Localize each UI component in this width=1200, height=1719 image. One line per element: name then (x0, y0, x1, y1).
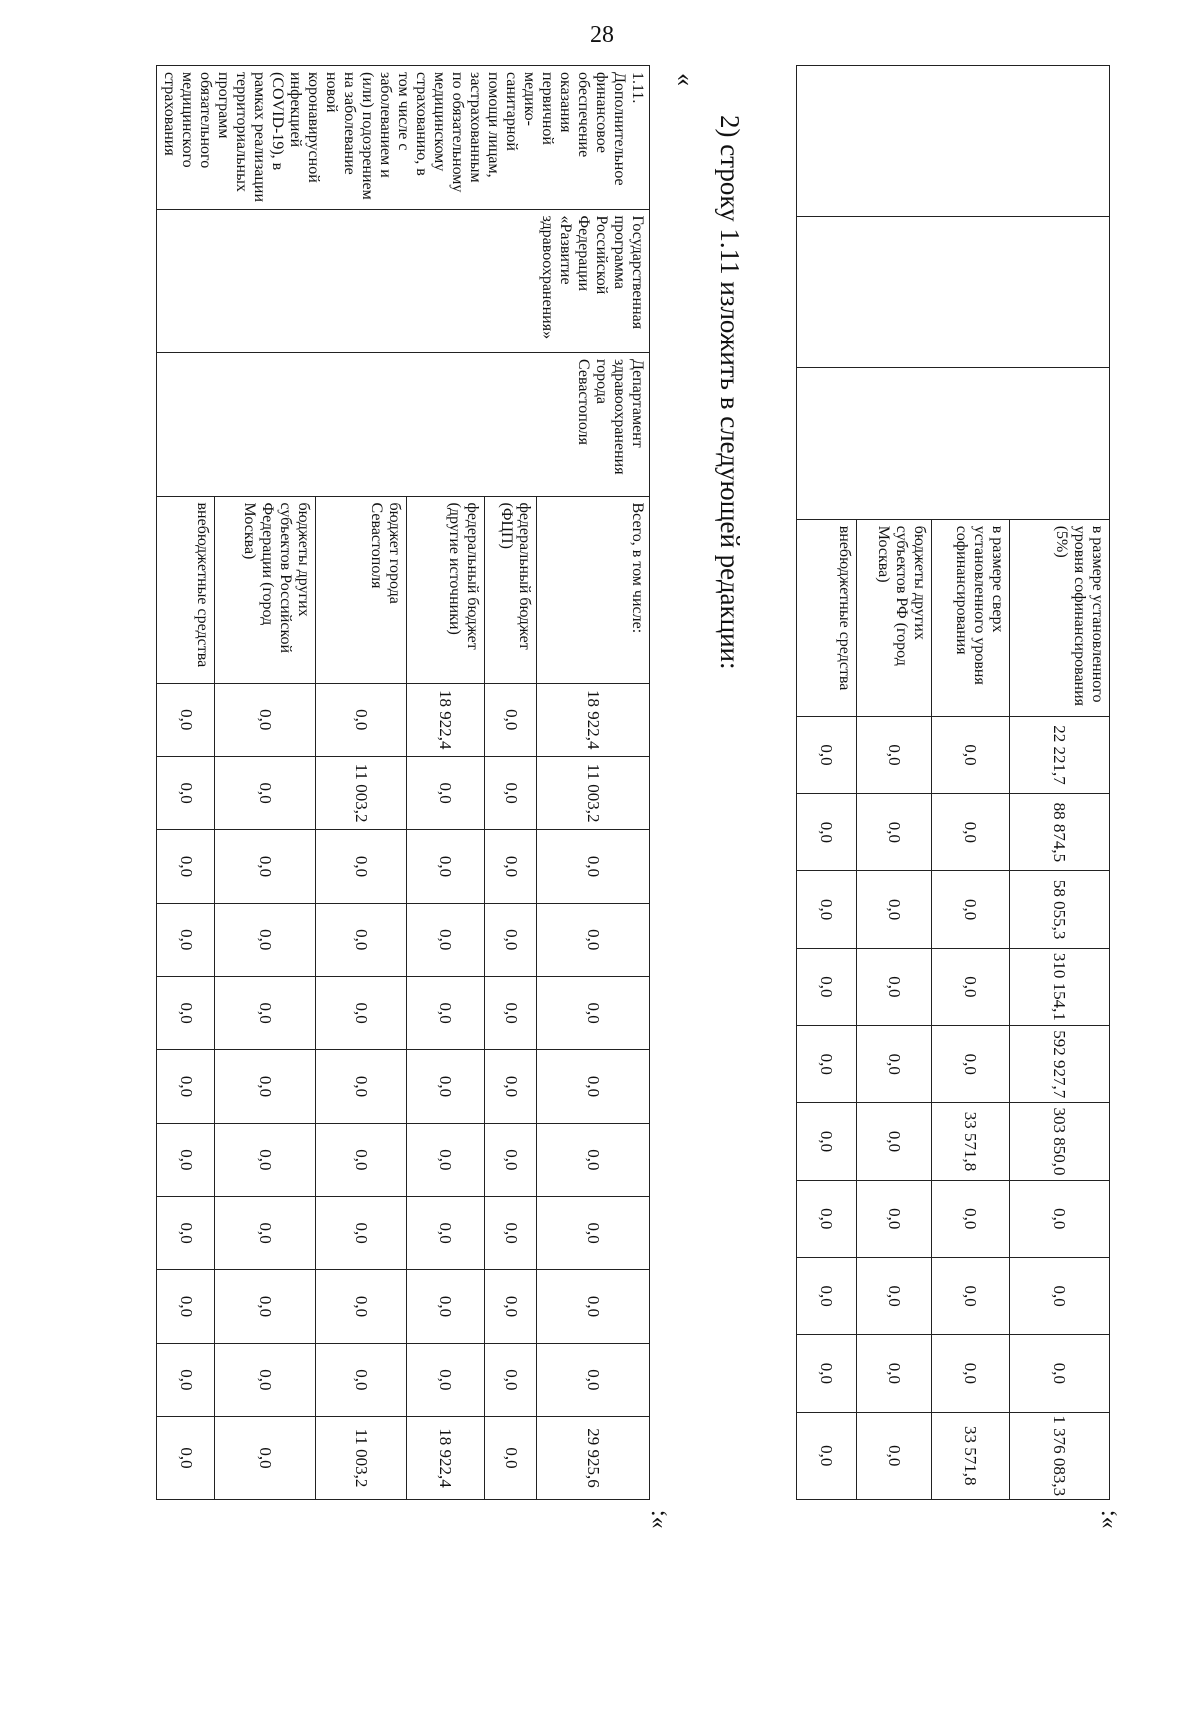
value-cell: 0,0 (157, 756, 215, 829)
value-cell: 0,0 (157, 1417, 215, 1500)
program-name: Государственная программа Российской Федерации «Развитие здравоохранения» (157, 209, 650, 353)
value-cell: 18 922,4 (406, 683, 484, 756)
value-cell: 0,0 (406, 1050, 484, 1123)
value-cell: 0,0 (406, 1343, 484, 1416)
value-cell: 0,0 (215, 1270, 316, 1343)
page-number: 28 (590, 22, 614, 48)
value-cell: 0,0 (857, 794, 932, 871)
source-label: Всего, в том числе: (537, 496, 650, 683)
value-cell: 0,0 (857, 1257, 932, 1334)
source-label: в размере сверх установленного уровня софинансирования (932, 519, 1010, 716)
source-label: бюджет города Севастополя (316, 496, 407, 683)
value-cell: 0,0 (537, 1343, 650, 1416)
value-cell: 0,0 (485, 1050, 537, 1123)
value-cell: 0,0 (406, 1123, 484, 1196)
empty-cell (797, 368, 1110, 519)
value-cell: 0,0 (157, 1343, 215, 1416)
value-cell: 0,0 (406, 756, 484, 829)
value-cell: 0,0 (215, 1050, 316, 1123)
funding-table-continued (796, 65, 1110, 1500)
rotated-page-content (110, 65, 1119, 1665)
value-cell: 0,0 (316, 1343, 407, 1416)
value-cell: 0,0 (316, 1270, 407, 1343)
value-cell: 0,0 (797, 1026, 857, 1103)
value-cell: 0,0 (932, 716, 1010, 793)
table-row (1010, 66, 1110, 1500)
value-cell: 0,0 (932, 1026, 1010, 1103)
value-cell: 0,0 (215, 1123, 316, 1196)
value-cell: 88 874,5 (1010, 794, 1110, 871)
value-cell: 0,0 (316, 976, 407, 1049)
value-cell: 0,0 (215, 830, 316, 903)
value-cell: 22 221,7 (1010, 716, 1110, 793)
value-cell: 0,0 (316, 1050, 407, 1123)
empty-cell (797, 217, 1110, 368)
value-cell: 0,0 (485, 1123, 537, 1196)
value-cell: 0,0 (537, 1123, 650, 1196)
value-cell: 0,0 (157, 1196, 215, 1269)
value-cell: 0,0 (797, 794, 857, 871)
source-label: федеральный бюджет (ФЦП) (485, 496, 537, 683)
value-cell: 0,0 (932, 794, 1010, 871)
value-cell: 0,0 (316, 1196, 407, 1269)
value-cell: 0,0 (932, 1335, 1010, 1412)
value-cell: 0,0 (485, 756, 537, 829)
value-cell: 0,0 (537, 830, 650, 903)
amendment-instruction: 2) строку 1.11 изложить в следующей редакции: (715, 115, 745, 670)
value-cell: 0,0 (797, 948, 857, 1025)
value-cell: 0,0 (215, 756, 316, 829)
value-cell: 0,0 (485, 1196, 537, 1269)
value-cell: 11 003,2 (316, 756, 407, 829)
value-cell: 0,0 (157, 1050, 215, 1123)
value-cell: 0,0 (215, 903, 316, 976)
source-label: внебюджетные средства (797, 519, 857, 716)
value-cell: 0,0 (215, 1343, 316, 1416)
value-cell: 0,0 (932, 948, 1010, 1025)
value-cell: 0,0 (316, 830, 407, 903)
value-cell: 0,0 (797, 1257, 857, 1334)
opening-quote: « (671, 73, 700, 86)
value-cell: 0,0 (485, 830, 537, 903)
source-label: внебюджетные средства (157, 496, 215, 683)
empty-cell (797, 66, 1110, 217)
value-cell: 0,0 (797, 1412, 857, 1499)
table-row (537, 66, 650, 1500)
value-cell: 0,0 (857, 716, 932, 793)
value-cell: 0,0 (485, 903, 537, 976)
value-cell: 0,0 (797, 871, 857, 948)
value-cell: 0,0 (537, 1270, 650, 1343)
value-cell: 0,0 (857, 1103, 932, 1180)
value-cell: 0,0 (406, 1196, 484, 1269)
funding-table-row-1-11 (156, 65, 650, 1500)
value-cell: 33 571,8 (932, 1412, 1010, 1499)
value-cell: 0,0 (485, 1417, 537, 1500)
value-cell: 0,0 (537, 903, 650, 976)
value-cell: 11 003,2 (316, 1417, 407, 1500)
value-cell: 0,0 (485, 1270, 537, 1343)
source-label: бюджеты других субъектов Российской Федерации (город Москва) (215, 496, 316, 683)
value-cell: 0,0 (932, 1180, 1010, 1257)
value-cell: 0,0 (316, 903, 407, 976)
executor-name: Департамент здравоохранения города Севастополя (157, 353, 650, 497)
value-cell: 0,0 (215, 976, 316, 1049)
value-cell: 0,0 (485, 1343, 537, 1416)
value-cell: 33 571,8 (932, 1103, 1010, 1180)
value-cell: 592 927,7 (1010, 1026, 1110, 1103)
source-label: бюджеты других субъектов РФ (город Москва) (857, 519, 932, 716)
value-cell: 0,0 (857, 871, 932, 948)
value-cell: 0,0 (215, 683, 316, 756)
value-cell: 0,0 (406, 830, 484, 903)
value-cell: 0,0 (406, 903, 484, 976)
value-cell: 0,0 (932, 1257, 1010, 1334)
value-cell: 0,0 (857, 1335, 932, 1412)
value-cell: 0,0 (797, 1335, 857, 1412)
value-cell: 310 154,1 (1010, 948, 1110, 1025)
value-cell: 0,0 (157, 1270, 215, 1343)
value-cell: 1 376 083,3 (1010, 1412, 1110, 1499)
value-cell: 0,0 (157, 976, 215, 1049)
value-cell: 0,0 (537, 976, 650, 1049)
value-cell: 0,0 (857, 1412, 932, 1499)
value-cell: 29 925,6 (537, 1417, 650, 1500)
source-label: федеральный бюджет (другие источники) (406, 496, 484, 683)
value-cell: 0,0 (406, 976, 484, 1049)
value-cell: 0,0 (485, 976, 537, 1049)
value-cell: 18 922,4 (406, 1417, 484, 1500)
value-cell: 0,0 (157, 1123, 215, 1196)
value-cell: 0,0 (537, 1050, 650, 1123)
source-label: в размере установленного уровня софинансирования (5%) (1010, 519, 1110, 716)
value-cell: 0,0 (1010, 1180, 1110, 1257)
value-cell: 0,0 (316, 683, 407, 756)
value-cell: 0,0 (932, 871, 1010, 948)
value-cell: 0,0 (797, 1103, 857, 1180)
value-cell: 0,0 (537, 1196, 650, 1269)
value-cell: 58 055,3 (1010, 871, 1110, 948)
item-description: 1.11. Дополнительное финансовое обеспечение оказания первичной медико-санитарной помощи лицам, застрахованным по обязательному медицинскому страхованию, в том числе с заболеванием и (или) подозрением на заболевание новой коронавирусной инфекцией (COVID-19), в рамках реализации территориальных программ обязательного медицинского страхования (157, 66, 650, 210)
value-cell: 11 003,2 (537, 756, 650, 829)
value-cell: 18 922,4 (537, 683, 650, 756)
value-cell: 0,0 (485, 683, 537, 756)
value-cell: 0,0 (215, 1196, 316, 1269)
value-cell: 0,0 (406, 1270, 484, 1343)
value-cell: 303 850,0 (1010, 1103, 1110, 1180)
value-cell: 0,0 (316, 1123, 407, 1196)
value-cell: 0,0 (797, 716, 857, 793)
value-cell: 0,0 (215, 1417, 316, 1500)
value-cell: 0,0 (797, 1180, 857, 1257)
closing-quote: »; (643, 1510, 669, 1529)
value-cell: 0,0 (857, 1026, 932, 1103)
value-cell: 0,0 (857, 1180, 932, 1257)
value-cell: 0,0 (1010, 1335, 1110, 1412)
value-cell: 0,0 (157, 903, 215, 976)
value-cell: 0,0 (157, 683, 215, 756)
value-cell: 0,0 (1010, 1257, 1110, 1334)
value-cell: 0,0 (857, 948, 932, 1025)
closing-quote: »; (1093, 1510, 1119, 1529)
value-cell: 0,0 (157, 830, 215, 903)
